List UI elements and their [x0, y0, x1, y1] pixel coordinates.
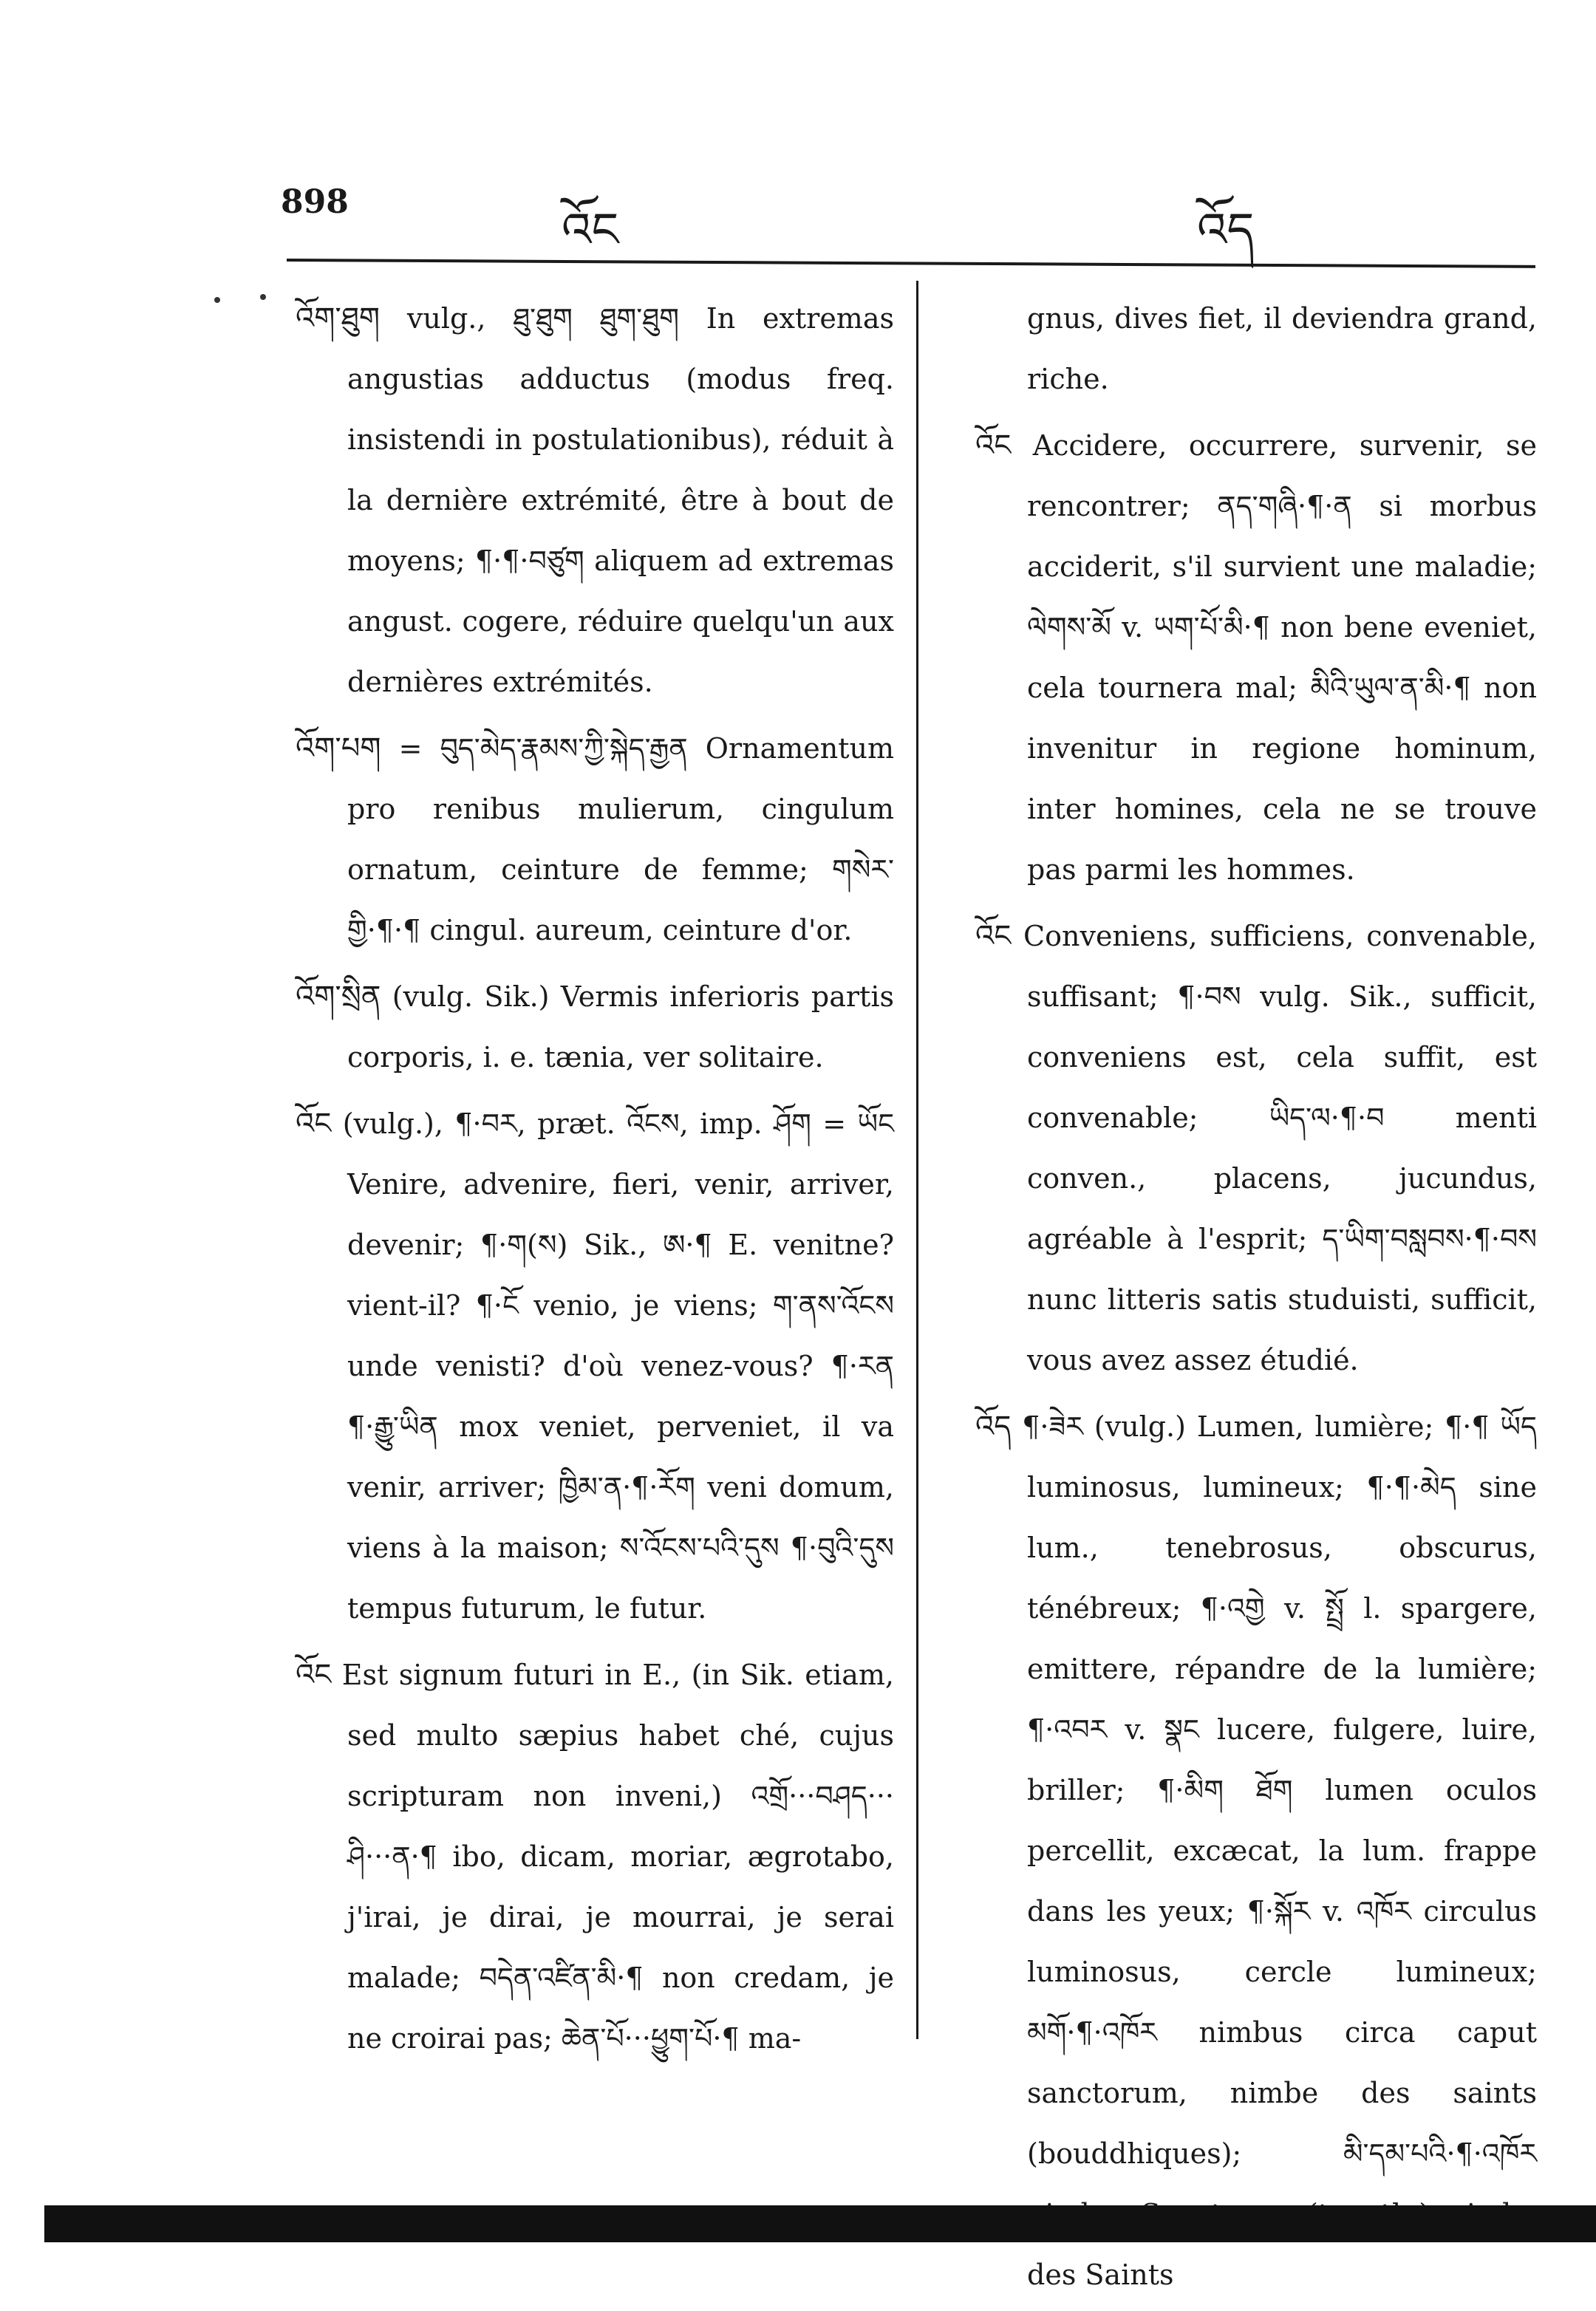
entry-text: vulg., ཐུ་ཐུག ཐུག་ཐུག In extremas angustias adductus (modus freq. insistendi in postulationibus), réduit à la dernière extrémité, être à bout de moyens; ¶·¶·བཙུག aliquem ad extremas angust. cogere, réduire quelqu'un aux dernières extrémités.: [347, 302, 894, 698]
entry-headword: འོག་པག: [296, 731, 381, 765]
scan-edge-band: [44, 2205, 1596, 2242]
dictionary-entry: [296, 288, 894, 712]
entry-headword: འོང: [975, 429, 1012, 462]
dictionary-entry: [975, 415, 1537, 900]
entry-headword: འོག་སྲིན: [296, 980, 381, 1014]
page-header: [0, 0, 1596, 266]
dictionary-entry: [296, 1645, 894, 2069]
entry-headword: འོང: [296, 1658, 332, 1692]
column-divider: [916, 281, 918, 2039]
entry-text: (vulg.), ¶·བར, præt. འོངས, imp. ཤོག = ཡོང Venire, advenire, fieri, venir, arriver, devenir; ¶·ག(ས) Sik., ཨ·¶ E. venitne? vient-il? ¶·ངོ venio, je viens; ག་ནས་འོངས unde venisti? d'où venez-vous? ¶·རན ¶·རྒྱུ་ཡིན mox veniet, perveniet, il va venir, arriver; ཁྱིམ་ན·¶·རོག veni domum, viens à la maison; ས་འོངས་པའི་དུས ¶·བུའི་དུས tempus futurum, le futur.: [342, 1107, 894, 1625]
header-rule: [287, 259, 1535, 268]
running-head-right: འོད: [1197, 203, 1255, 258]
page-number: 898: [281, 183, 349, 221]
entry-text: (vulg. Sik.) Vermis inferioris partis corporis, i. e. tænia, ver solitaire.: [347, 980, 894, 1073]
entry-text: Est signum futuri in E., (in Sik. etiam, sed multo sæpius habet ché, cujus scripturam non inveni,) འགྲོ···བཤད··· ཤི···ན·¶ ibo, dicam, moriar, ægrotabo, j'irai, je dirai, je mourrai, je serai malade; བདེན་འཛིན་མི·¶ non credam, je ne croirai pas; ཆེན་པོ···ཕྱུག་པོ·¶ ma-: [341, 1659, 894, 2055]
dictionary-entry: [296, 718, 894, 960]
entry-text: = བུད་མེད་རྣམས་ཀྱི་སྐེད་རྒྱན Ornamentum pro renibus mulierum, cingulum ornatum, ceinture de femme; གསེར་གྱི·¶·¶ cingul. aureum, ceinture d'or.: [347, 732, 894, 946]
dictionary-entry: [975, 1396, 1537, 2305]
dictionary-entry: [296, 1093, 894, 1639]
dictionary-entry: [296, 966, 894, 1088]
entry-text: gnus, dives fiet, il deviendra grand, riche.: [1027, 302, 1537, 395]
entry-headword: འོང: [975, 919, 1012, 953]
dictionary-entry: [975, 906, 1537, 1390]
entry-headword: འོད: [975, 1410, 1012, 1444]
running-head-left: འོང: [562, 203, 619, 258]
left-column: [296, 288, 894, 2075]
entry-text: Accidere, occurrere, survenir, se rencontrer; ནད་གཞི·¶·ན si morbus acciderit, s'il survient une maladie; ལེགས་མོ v. ཡག་པོ་མི·¶ non bene eveniet, cela tournera mal; མིའི་ཡུལ་ན་མི·¶ non invenitur in regione hominum, inter homines, cela ne se trouve pas parmi les hommes.: [1027, 429, 1537, 886]
right-column: [975, 288, 1537, 2311]
entry-text: ¶·ཟེར (vulg.) Lumen, lumière; ¶·¶ ཡོད luminosus, lumineux; ¶·¶·མེད sine lum., tenebrosus, obscurus, ténébreux; ¶·འགྱེ v. སྤྲོ l. spargere, emittere, répandre de la lumière; ¶·འབར v. སྣང lucere, fulgere, luire, briller; ¶·མིག ཐོག lumen oculos percellit, excæcat, la lum. frappe dans les yeux; ¶·སྐོར v. འཁོར circulus luminosus, cercle lumineux; མགོ·¶·འཁོར nimbus circa caput sanctorum, nimbe des saints (bouddhiques); མི་དམ་པའི·¶·འཁོར des Saints: [1022, 1410, 1537, 2291]
dictionary-entry-continuation: [975, 288, 1537, 409]
margin-dot: [214, 297, 220, 303]
entry-headword: འོག་ཐུག: [296, 301, 381, 335]
entry-text: Conveniens, sufficiens, convenable, suffisant; ¶·བས vulg. Sik., sufficit, conveniens est, cela suffit, est convenable; ཡིད་ལ·¶·བ menti conven., placens, jucundus, agréable à l'esprit; ད་ཡིག་བསླབས·¶·བས nunc litteris satis studuisti, sufficit, vous avez assez étudié.: [1023, 920, 1537, 1376]
entry-headword: འོང: [296, 1107, 332, 1141]
margin-dot: [260, 294, 266, 300]
